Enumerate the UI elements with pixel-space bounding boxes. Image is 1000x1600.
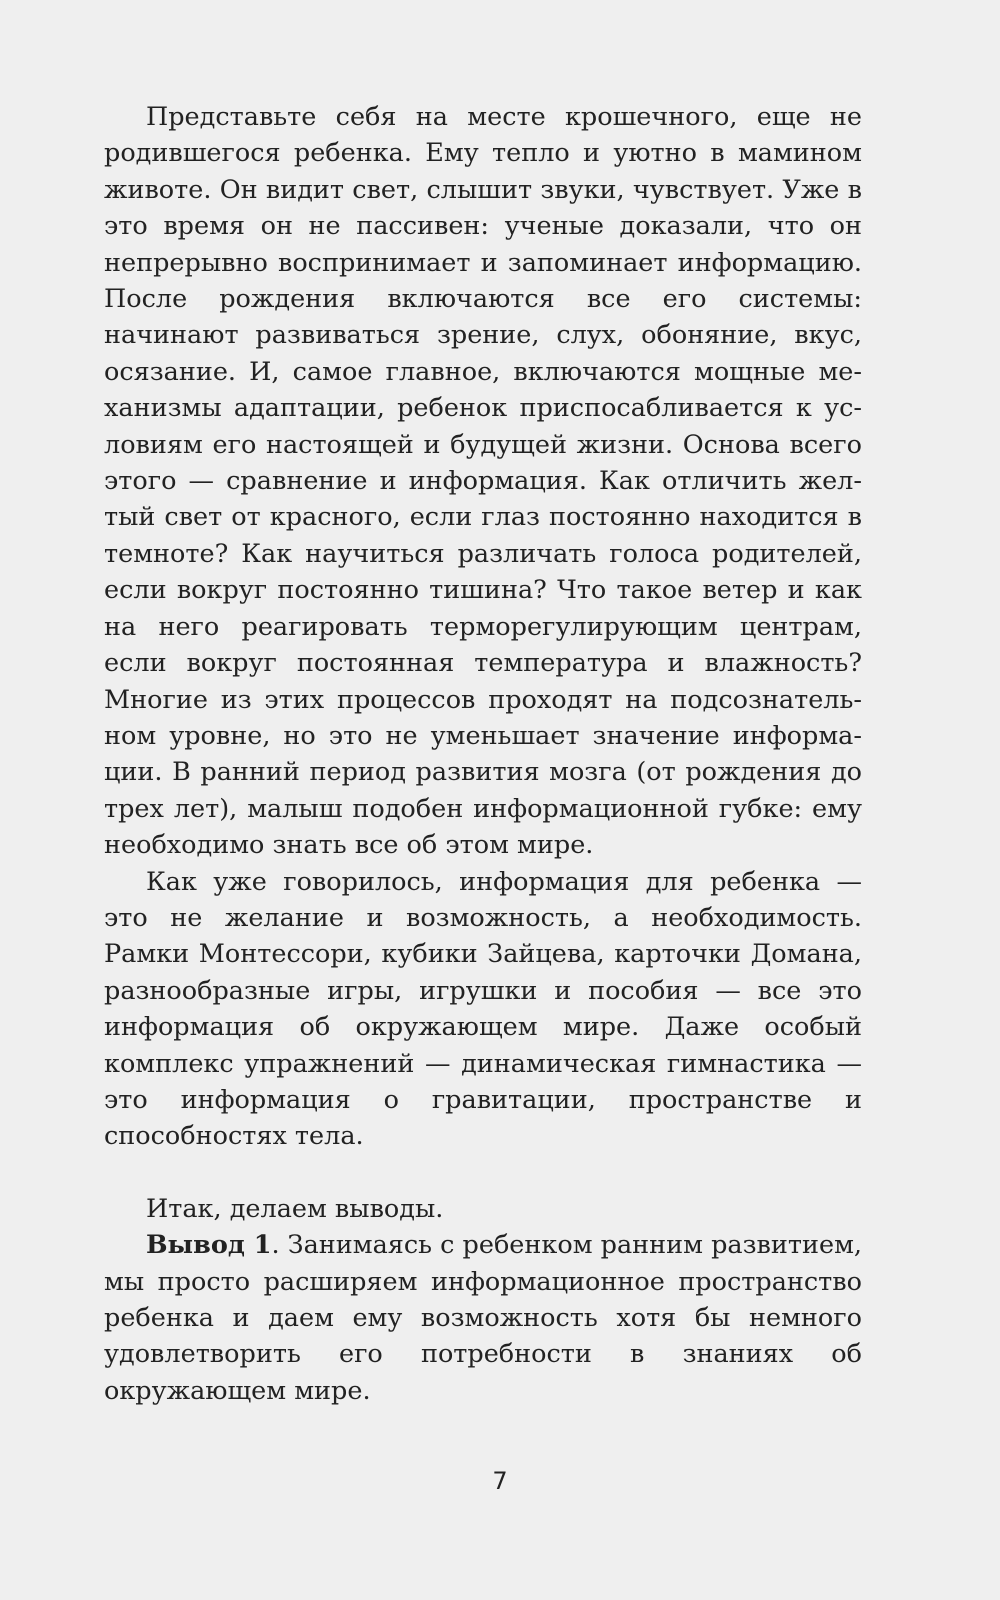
paragraph-conclusion-1 [104, 1227, 862, 1409]
page-body [104, 99, 862, 1409]
paragraph-conclusions-intro: Итак, делаем выводы. [146, 1193, 444, 1224]
conclusion-1-text: . Занимаясь с ребенком ранним развитием, мы просто расширяем информационное пространство ребенка и даем ему возможность хотя бы немного удовлетворить его потребности в знаниях об окружающем мире. [104, 1230, 863, 1406]
paragraph-gap [104, 1155, 862, 1191]
page-number: 7 [492, 1467, 508, 1495]
conclusion-1-label: Вывод 1 [146, 1230, 272, 1261]
paragraph-unborn-child: Представьте себя на месте крошечного, еще не родившегося ребенка. Ему тепло и уютно в мамином животе. Он видит свет, слышит звуки, чувствует. Уже в это время он не пассивен: ученые доказали, что он непрерывно воспринимает и запоминает информацию. После рождения включаются все его системы: начинают развиваться зрение, слух, обоняние, вкус, осязание. И, самое главное, включаются мощные механизмы адаптации, ребенок приспосабливается к условиям его настоящей и будущей жизни. Основа всего этого — сравнение и информация. Как отличить желтый свет от красного, если глаз постоянно находится в темноте? Как научиться различать голоса родителей, если вокруг постоянно тишина? Что такое ветер и как на него реагировать терморегулирующим центрам, если вокруг постоянная температура и влажность? Многие из этих процессов проходят на подсознательном уровне, но это не уменьшает значение информации. В ранний период развития мозга (от рождения до трех лет), малыш подобен информационной губке: ему необходимо знать все об этом мире. [104, 102, 862, 861]
paragraph-information-necessity: Как уже говорилось, информация для ребенка — это не желание и возможность, а необходимость. Рамки Монтессори, кубики Зайцева, карточки Домана, разнообразные игры, игрушки и пособия — все это информация об окружающем мире. Даже особый комплекс упражнений — динамическая гимнастика — это информация о гравитации, пространстве и способностях тела. [104, 866, 862, 1152]
